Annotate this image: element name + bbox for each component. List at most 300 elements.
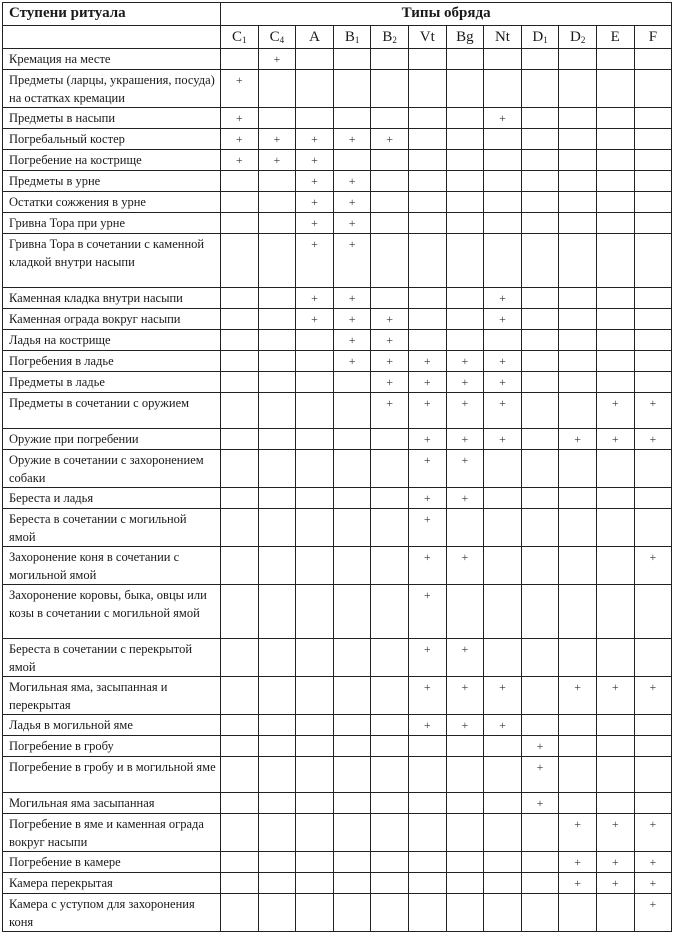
mark-cell-vt	[408, 309, 446, 330]
mark-cell-nt	[484, 393, 522, 429]
mark-cell-b1	[333, 213, 371, 234]
mark-cell-vt	[408, 793, 446, 814]
mark-cell-a	[296, 450, 334, 488]
mark-cell-bg	[446, 372, 484, 393]
mark-cell-f	[634, 49, 672, 70]
mark-cell-b1	[333, 894, 371, 932]
plus-mark: +	[273, 153, 281, 167]
mark-cell-d1	[521, 171, 559, 192]
mark-cell-b2	[371, 372, 409, 393]
mark-cell-f	[634, 736, 672, 757]
plus-mark: +	[386, 396, 394, 410]
mark-cell-bg	[446, 547, 484, 585]
mark-cell-c4	[258, 450, 296, 488]
mark-cell-e	[596, 547, 634, 585]
mark-cell-vt	[408, 547, 446, 585]
stage-label: Береста в сочетании с могильной ямой	[3, 509, 221, 547]
mark-cell-nt	[484, 171, 522, 192]
mark-cell-f	[634, 852, 672, 873]
mark-cell-nt	[484, 873, 522, 894]
mark-cell-nt	[484, 757, 522, 793]
type-code-base: Vt	[419, 28, 435, 45]
mark-cell-d2	[559, 372, 597, 393]
mark-cell-f	[634, 309, 672, 330]
mark-cell-bg	[446, 129, 484, 150]
stage-label: Могильная яма засыпанная	[3, 793, 221, 814]
mark-cell-b2	[371, 488, 409, 509]
plus-mark: +	[574, 855, 582, 869]
mark-cell-bg	[446, 715, 484, 736]
mark-cell-a	[296, 814, 334, 852]
mark-cell-d1	[521, 677, 559, 715]
plus-mark: +	[461, 432, 469, 446]
mark-cell-c1	[221, 309, 259, 330]
mark-cell-d1	[521, 793, 559, 814]
mark-cell-b1	[333, 547, 371, 585]
mark-cell-e	[596, 393, 634, 429]
mark-cell-e	[596, 171, 634, 192]
table-row	[3, 639, 672, 677]
mark-cell-c1	[221, 393, 259, 429]
mark-cell-d2	[559, 639, 597, 677]
mark-cell-b1	[333, 715, 371, 736]
plus-mark: +	[611, 876, 619, 890]
mark-cell-d1	[521, 736, 559, 757]
mark-cell-b1	[333, 793, 371, 814]
plus-mark: +	[423, 491, 431, 505]
mark-cell-b1	[333, 873, 371, 894]
mark-cell-c4	[258, 330, 296, 351]
mark-cell-e	[596, 639, 634, 677]
plus-mark: +	[423, 453, 431, 467]
plus-mark: +	[499, 718, 506, 732]
plus-mark: +	[649, 817, 657, 831]
mark-cell-f	[634, 171, 672, 192]
mark-cell-vt	[408, 488, 446, 509]
table-row	[3, 351, 672, 372]
mark-cell-b1	[333, 192, 371, 213]
stage-label: Погребения в ладье	[3, 351, 221, 372]
mark-cell-vt	[408, 171, 446, 192]
stage-label: Погребальный костер	[3, 129, 221, 150]
mark-cell-b2	[371, 192, 409, 213]
mark-cell-d2	[559, 108, 597, 129]
mark-cell-c4	[258, 129, 296, 150]
mark-cell-d2	[559, 150, 597, 171]
mark-cell-b1	[333, 852, 371, 873]
mark-cell-vt	[408, 757, 446, 793]
mark-cell-vt	[408, 585, 446, 639]
mark-cell-a	[296, 715, 334, 736]
mark-cell-f	[634, 429, 672, 450]
mark-cell-vt	[408, 873, 446, 894]
mark-cell-f	[634, 793, 672, 814]
type-code-nt	[484, 26, 522, 49]
type-code-subscript: 1	[354, 34, 360, 45]
mark-cell-a	[296, 488, 334, 509]
plus-mark: +	[499, 432, 506, 446]
mark-cell-d2	[559, 488, 597, 509]
stage-label: Погребение в яме и каменная ограда вокруг насыпи	[3, 814, 221, 852]
mark-cell-d1	[521, 49, 559, 70]
plus-mark: +	[386, 333, 394, 347]
mark-cell-e	[596, 450, 634, 488]
type-code-subscript: 1	[543, 34, 548, 45]
mark-cell-c4	[258, 192, 296, 213]
mark-cell-d2	[559, 450, 597, 488]
mark-cell-vt	[408, 736, 446, 757]
mark-cell-bg	[446, 757, 484, 793]
mark-cell-nt	[484, 547, 522, 585]
mark-cell-d2	[559, 852, 597, 873]
mark-cell-c1	[221, 192, 259, 213]
mark-cell-f	[634, 288, 672, 309]
type-code-base: D	[569, 28, 581, 45]
mark-cell-b1	[333, 639, 371, 677]
table-row	[3, 736, 672, 757]
mark-cell-bg	[446, 814, 484, 852]
mark-cell-c4	[258, 736, 296, 757]
mark-cell-e	[596, 509, 634, 547]
table-row	[3, 509, 672, 547]
mark-cell-f	[634, 814, 672, 852]
types-column-header: Типы обряда	[221, 3, 672, 26]
mark-cell-b2	[371, 129, 409, 150]
mark-cell-d1	[521, 852, 559, 873]
table-row	[3, 757, 672, 793]
mark-cell-nt	[484, 288, 522, 309]
mark-cell-b2	[371, 330, 409, 351]
mark-cell-c1	[221, 894, 259, 932]
plus-mark: +	[611, 680, 619, 694]
mark-cell-c4	[258, 677, 296, 715]
mark-cell-vt	[408, 715, 446, 736]
type-code-vt	[408, 26, 446, 49]
mark-cell-f	[634, 639, 672, 677]
mark-cell-bg	[446, 70, 484, 108]
type-code-c1	[221, 26, 259, 49]
type-code-subscript: 1	[242, 34, 247, 45]
table-row	[3, 171, 672, 192]
stage-label: Камера перекрытая	[3, 873, 221, 894]
table-row	[3, 70, 672, 108]
mark-cell-d1	[521, 288, 559, 309]
mark-cell-c1	[221, 757, 259, 793]
type-code-e	[596, 26, 634, 49]
stage-label: Захоронение коня в сочетании с могильной ямой	[3, 547, 221, 585]
table-row	[3, 793, 672, 814]
mark-cell-nt	[484, 852, 522, 873]
mark-cell-e	[596, 715, 634, 736]
mark-cell-d2	[559, 793, 597, 814]
mark-cell-e	[596, 108, 634, 129]
plus-mark: +	[423, 588, 431, 602]
mark-cell-c4	[258, 70, 296, 108]
plus-mark: +	[461, 453, 469, 467]
mark-cell-b1	[333, 814, 371, 852]
plus-mark: +	[574, 680, 582, 694]
plus-mark: +	[574, 817, 582, 831]
mark-cell-b2	[371, 814, 409, 852]
mark-cell-e	[596, 894, 634, 932]
blank-header-cell	[3, 26, 221, 49]
plus-mark: +	[311, 132, 318, 146]
table-row	[3, 852, 672, 873]
mark-cell-d2	[559, 873, 597, 894]
stage-label: Оружие в сочетании с захоронением собаки	[3, 450, 221, 488]
mark-cell-vt	[408, 894, 446, 932]
mark-cell-c4	[258, 372, 296, 393]
mark-cell-d1	[521, 585, 559, 639]
mark-cell-c4	[258, 108, 296, 129]
mark-cell-d1	[521, 450, 559, 488]
mark-cell-f	[634, 585, 672, 639]
plus-mark: +	[386, 312, 394, 326]
type-code-c4	[258, 26, 296, 49]
plus-mark: +	[536, 760, 544, 774]
mark-cell-vt	[408, 677, 446, 715]
table-row	[3, 393, 672, 429]
stage-label: Гривна Тора при урне	[3, 213, 221, 234]
plus-mark: +	[423, 512, 431, 526]
mark-cell-c1	[221, 129, 259, 150]
table-row	[3, 677, 672, 715]
plus-mark: +	[649, 396, 657, 410]
mark-cell-d2	[559, 715, 597, 736]
mark-cell-f	[634, 330, 672, 351]
mark-cell-vt	[408, 192, 446, 213]
mark-cell-c4	[258, 715, 296, 736]
plus-mark: +	[611, 396, 619, 410]
plus-mark: +	[499, 354, 506, 368]
plus-mark: +	[423, 354, 431, 368]
mark-cell-bg	[446, 192, 484, 213]
plus-mark: +	[423, 432, 431, 446]
mark-cell-c1	[221, 873, 259, 894]
mark-cell-b1	[333, 677, 371, 715]
mark-cell-bg	[446, 171, 484, 192]
type-code-base: A	[309, 28, 320, 45]
mark-cell-b2	[371, 393, 409, 429]
mark-cell-f	[634, 450, 672, 488]
stage-label: Предметы в насыпи	[3, 108, 221, 129]
mark-cell-a	[296, 639, 334, 677]
mark-cell-bg	[446, 49, 484, 70]
mark-cell-b2	[371, 49, 409, 70]
mark-cell-a	[296, 234, 334, 288]
mark-cell-d1	[521, 715, 559, 736]
mark-cell-d2	[559, 757, 597, 793]
mark-cell-c1	[221, 171, 259, 192]
mark-cell-vt	[408, 372, 446, 393]
mark-cell-d1	[521, 351, 559, 372]
mark-cell-c4	[258, 894, 296, 932]
table-row	[3, 372, 672, 393]
table-row	[3, 49, 672, 70]
type-code-base: Bg	[456, 28, 474, 45]
mark-cell-c1	[221, 49, 259, 70]
plus-mark: +	[499, 312, 506, 326]
plus-mark: +	[461, 491, 469, 505]
plus-mark: +	[574, 876, 582, 890]
plus-mark: +	[235, 111, 243, 125]
table-row	[3, 873, 672, 894]
mark-cell-bg	[446, 108, 484, 129]
mark-cell-vt	[408, 351, 446, 372]
mark-cell-bg	[446, 736, 484, 757]
mark-cell-b2	[371, 234, 409, 288]
mark-cell-d1	[521, 70, 559, 108]
mark-cell-a	[296, 213, 334, 234]
mark-cell-a	[296, 309, 334, 330]
mark-cell-a	[296, 793, 334, 814]
mark-cell-c1	[221, 351, 259, 372]
mark-cell-a	[296, 150, 334, 171]
mark-cell-nt	[484, 150, 522, 171]
table-row	[3, 234, 672, 288]
plus-mark: +	[461, 718, 469, 732]
mark-cell-d2	[559, 894, 597, 932]
stage-label: Береста и ладья	[3, 488, 221, 509]
mark-cell-b2	[371, 639, 409, 677]
type-code-subscript: 2	[392, 34, 397, 45]
stage-label: Оружие при погребении	[3, 429, 221, 450]
plus-mark: +	[386, 354, 394, 368]
mark-cell-d1	[521, 814, 559, 852]
mark-cell-a	[296, 585, 334, 639]
table-body	[3, 49, 672, 932]
mark-cell-nt	[484, 309, 522, 330]
plus-mark: +	[649, 855, 657, 869]
mark-cell-c1	[221, 715, 259, 736]
mark-cell-c1	[221, 547, 259, 585]
type-code-b2	[371, 26, 409, 49]
plus-mark: +	[499, 680, 506, 694]
mark-cell-c1	[221, 108, 259, 129]
plus-mark: +	[611, 817, 619, 831]
mark-cell-a	[296, 108, 334, 129]
mark-cell-c1	[221, 736, 259, 757]
mark-cell-d1	[521, 309, 559, 330]
mark-cell-e	[596, 372, 634, 393]
plus-mark: +	[461, 354, 469, 368]
plus-mark: +	[649, 680, 657, 694]
mark-cell-d2	[559, 429, 597, 450]
mark-cell-b2	[371, 70, 409, 108]
mark-cell-d2	[559, 213, 597, 234]
mark-cell-f	[634, 393, 672, 429]
mark-cell-b1	[333, 49, 371, 70]
plus-mark: +	[311, 312, 318, 326]
mark-cell-a	[296, 288, 334, 309]
stage-label: Погребение в камере	[3, 852, 221, 873]
mark-cell-vt	[408, 234, 446, 288]
mark-cell-e	[596, 814, 634, 852]
mark-cell-c1	[221, 372, 259, 393]
mark-cell-d2	[559, 736, 597, 757]
mark-cell-b2	[371, 873, 409, 894]
mark-cell-vt	[408, 852, 446, 873]
mark-cell-d1	[521, 894, 559, 932]
table-row	[3, 814, 672, 852]
plus-mark: +	[311, 216, 318, 230]
mark-cell-d2	[559, 330, 597, 351]
mark-cell-c4	[258, 639, 296, 677]
mark-cell-c1	[221, 150, 259, 171]
mark-cell-f	[634, 715, 672, 736]
type-code-base: C	[269, 28, 280, 45]
type-code-subscript: 2	[580, 34, 586, 45]
mark-cell-b2	[371, 150, 409, 171]
type-code-a	[296, 26, 334, 49]
mark-cell-a	[296, 894, 334, 932]
stage-label: Погребение в гробу	[3, 736, 221, 757]
mark-cell-b2	[371, 288, 409, 309]
mark-cell-e	[596, 351, 634, 372]
mark-cell-d2	[559, 677, 597, 715]
mark-cell-bg	[446, 393, 484, 429]
mark-cell-nt	[484, 49, 522, 70]
mark-cell-e	[596, 852, 634, 873]
mark-cell-nt	[484, 736, 522, 757]
mark-cell-c4	[258, 309, 296, 330]
stage-label: Предметы в урне	[3, 171, 221, 192]
plus-mark: +	[311, 291, 318, 305]
mark-cell-c1	[221, 793, 259, 814]
mark-cell-nt	[484, 814, 522, 852]
mark-cell-nt	[484, 372, 522, 393]
table-row	[3, 894, 672, 932]
mark-cell-vt	[408, 213, 446, 234]
mark-cell-b2	[371, 757, 409, 793]
plus-mark: +	[348, 312, 356, 326]
mark-cell-bg	[446, 213, 484, 234]
mark-cell-b1	[333, 288, 371, 309]
mark-cell-d1	[521, 429, 559, 450]
mark-cell-b2	[371, 715, 409, 736]
plus-mark: +	[348, 174, 356, 188]
mark-cell-d1	[521, 192, 559, 213]
mark-cell-c4	[258, 814, 296, 852]
mark-cell-b2	[371, 509, 409, 547]
mark-cell-bg	[446, 288, 484, 309]
mark-cell-bg	[446, 429, 484, 450]
mark-cell-d1	[521, 150, 559, 171]
mark-cell-a	[296, 49, 334, 70]
plus-mark: +	[461, 680, 469, 694]
mark-cell-bg	[446, 351, 484, 372]
table-row	[3, 129, 672, 150]
plus-mark: +	[499, 291, 506, 305]
type-code-d1	[521, 26, 559, 49]
mark-cell-b1	[333, 429, 371, 450]
mark-cell-e	[596, 213, 634, 234]
mark-cell-nt	[484, 429, 522, 450]
mark-cell-bg	[446, 639, 484, 677]
mark-cell-d2	[559, 309, 597, 330]
mark-cell-c1	[221, 288, 259, 309]
mark-cell-f	[634, 192, 672, 213]
mark-cell-c1	[221, 213, 259, 234]
mark-cell-d1	[521, 509, 559, 547]
mark-cell-nt	[484, 715, 522, 736]
mark-cell-c4	[258, 288, 296, 309]
mark-cell-b2	[371, 585, 409, 639]
mark-cell-bg	[446, 873, 484, 894]
plus-mark: +	[348, 354, 356, 368]
mark-cell-b1	[333, 736, 371, 757]
mark-cell-d2	[559, 192, 597, 213]
